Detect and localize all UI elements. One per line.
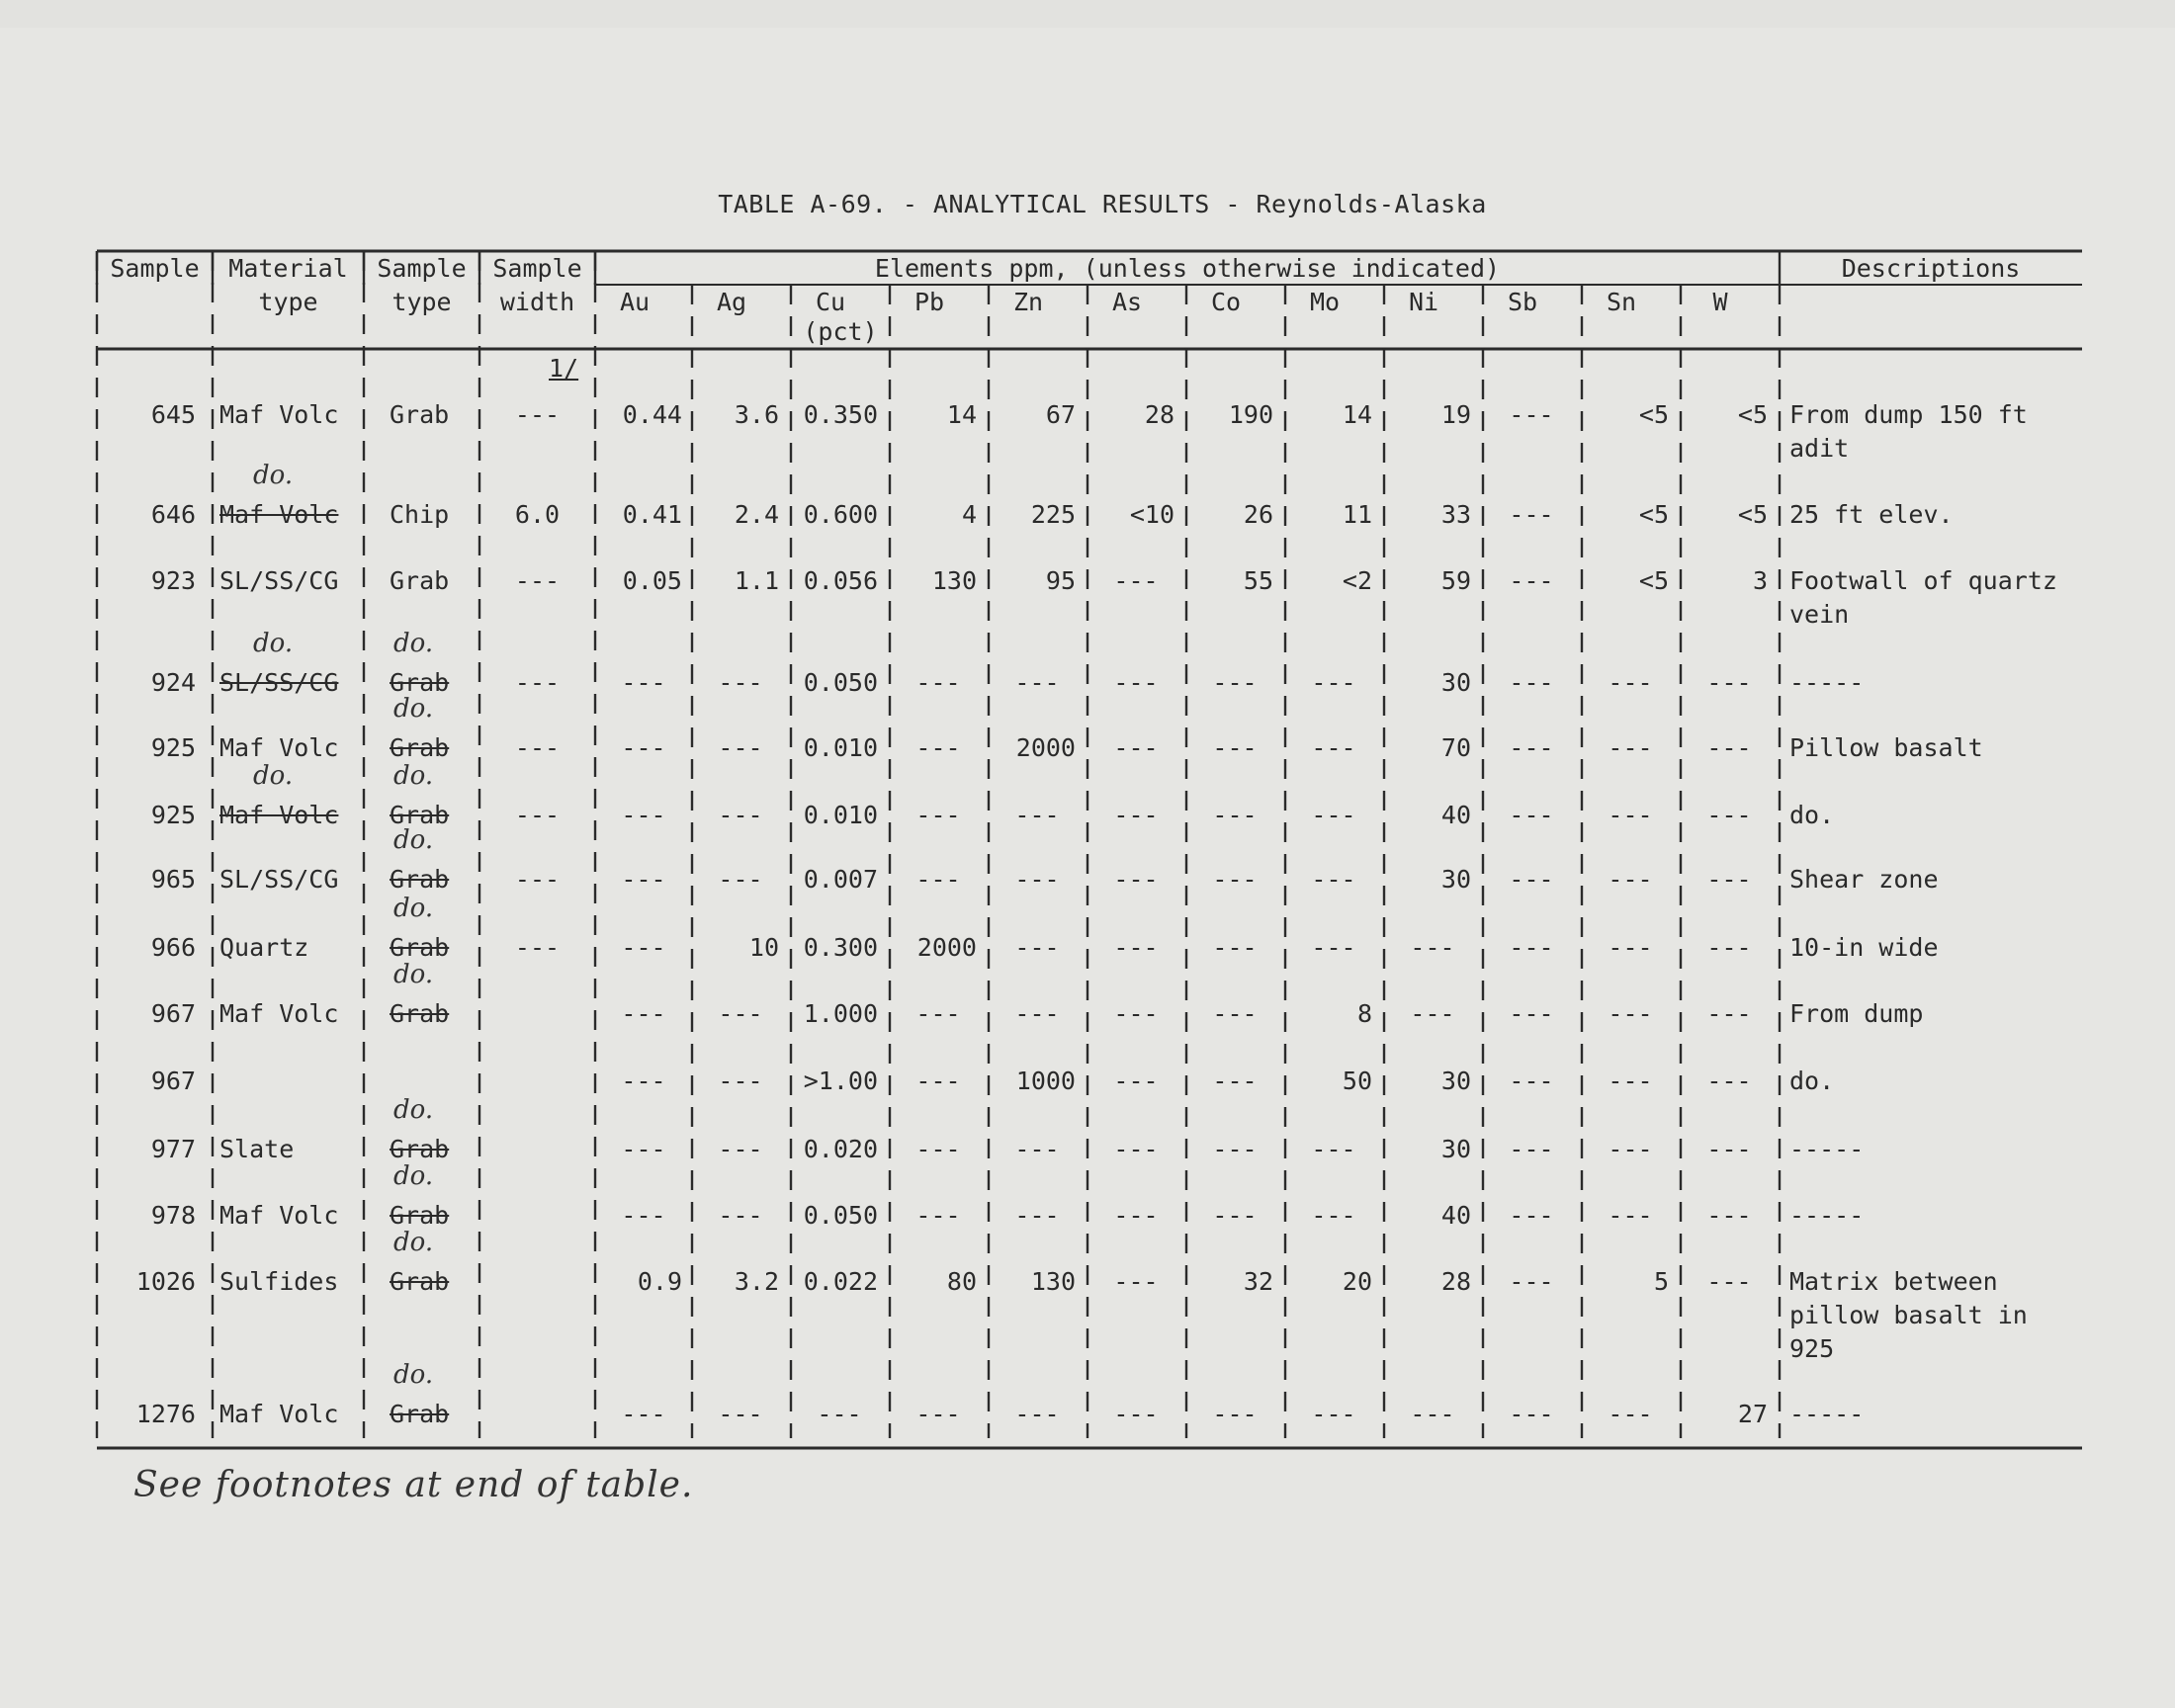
cell-sn: --- bbox=[1608, 668, 1653, 697]
header-element-co: Co bbox=[1210, 288, 1242, 316]
cell-sample: 925 bbox=[150, 733, 196, 762]
cell-au: 0.9 bbox=[637, 1267, 682, 1296]
cell-ni: 28 bbox=[1440, 1267, 1471, 1296]
cell-sn: --- bbox=[1608, 801, 1653, 829]
cell-au: --- bbox=[621, 999, 666, 1028]
cell-zn: --- bbox=[1014, 999, 1060, 1028]
cell-sn: 5 bbox=[1653, 1267, 1669, 1296]
cell-au: 0.05 bbox=[622, 566, 682, 595]
cell-sb: --- bbox=[1509, 1400, 1554, 1428]
header-element-pb: Pb bbox=[914, 288, 945, 316]
cell-mo: <2 bbox=[1342, 566, 1372, 595]
cell-zn: --- bbox=[1014, 933, 1060, 962]
cell-zn: 130 bbox=[1030, 1267, 1076, 1296]
cell-sb: --- bbox=[1509, 999, 1554, 1028]
cell-co: --- bbox=[1212, 1400, 1258, 1428]
cell-as: --- bbox=[1113, 1267, 1159, 1296]
cell-zn: 1000 bbox=[1015, 1067, 1076, 1095]
cell-mo: --- bbox=[1311, 801, 1356, 829]
cell-zn: --- bbox=[1014, 1201, 1060, 1230]
header-sample-width: width bbox=[499, 288, 575, 316]
cell-au: --- bbox=[621, 1135, 666, 1163]
header-element-mo: Mo bbox=[1309, 288, 1341, 316]
cell-as: --- bbox=[1113, 1135, 1159, 1163]
cell-sn: <5 bbox=[1638, 566, 1669, 595]
cell-sample: 646 bbox=[150, 500, 196, 529]
cell-ag: 1.1 bbox=[734, 566, 779, 595]
handwritten-ditto: do. bbox=[393, 960, 434, 989]
cell-ni: 30 bbox=[1440, 1067, 1471, 1095]
cell-description: do. bbox=[1789, 1067, 1835, 1095]
cell-as: 28 bbox=[1144, 400, 1174, 429]
cell-pb: --- bbox=[915, 668, 961, 697]
cell-sample: 923 bbox=[150, 566, 196, 595]
cell-w: --- bbox=[1706, 668, 1752, 697]
cell-pb: 80 bbox=[946, 1267, 977, 1296]
cell-mo: 50 bbox=[1342, 1067, 1372, 1095]
cell-pb: 130 bbox=[931, 566, 977, 595]
cell-co: 32 bbox=[1243, 1267, 1273, 1296]
cell-ag: --- bbox=[718, 733, 763, 762]
footnote-marker: 1/ bbox=[549, 354, 579, 383]
cell-ag: --- bbox=[718, 1135, 763, 1163]
cell-cu: 0.010 bbox=[803, 733, 878, 762]
header-descriptions: Descriptions bbox=[1841, 254, 2021, 283]
cell-sample-type: Grab bbox=[390, 999, 450, 1028]
cell-cu: 0.020 bbox=[803, 1135, 878, 1163]
cell-as: --- bbox=[1113, 933, 1159, 962]
cell-au: --- bbox=[621, 865, 666, 894]
cell-sample-type: Grab bbox=[390, 1135, 450, 1163]
cell-pb: --- bbox=[915, 999, 961, 1028]
cell-zn: 225 bbox=[1030, 500, 1076, 529]
cell-cu: 0.056 bbox=[803, 566, 878, 595]
cell-sample: 924 bbox=[150, 668, 196, 697]
header-element-w: W bbox=[1712, 288, 1728, 316]
cell-material-type: Maf Volc bbox=[219, 1201, 339, 1230]
cell-ag: 3.2 bbox=[734, 1267, 779, 1296]
cell-sample-type: Grab bbox=[390, 1201, 450, 1230]
cell-sample-width: --- bbox=[514, 801, 561, 829]
cell-sn: --- bbox=[1608, 865, 1653, 894]
cell-sample-width: --- bbox=[514, 668, 561, 697]
cell-cu: 0.010 bbox=[803, 801, 878, 829]
cell-sample: 925 bbox=[150, 801, 196, 829]
header-sample-type: type bbox=[392, 288, 452, 316]
cell-sb: --- bbox=[1509, 801, 1554, 829]
cell-ni: 33 bbox=[1440, 500, 1471, 529]
cell-w: --- bbox=[1706, 933, 1752, 962]
cell-ni: --- bbox=[1410, 933, 1455, 962]
cell-mo: --- bbox=[1311, 1400, 1356, 1428]
cell-ni: 70 bbox=[1440, 733, 1471, 762]
cell-ag: --- bbox=[718, 1400, 763, 1428]
cell-as: --- bbox=[1113, 801, 1159, 829]
cell-description: From dump 150 ft bbox=[1789, 400, 2028, 429]
cell-w: --- bbox=[1706, 1135, 1752, 1163]
cell-material-type: Quartz bbox=[219, 933, 309, 962]
cell-material-type: Maf Volc bbox=[219, 1400, 339, 1428]
cell-sn: --- bbox=[1608, 933, 1653, 962]
cell-ni: 59 bbox=[1440, 566, 1471, 595]
cell-sb: --- bbox=[1509, 1201, 1554, 1230]
handwritten-ditto: do. bbox=[393, 694, 434, 724]
cell-cu: 0.350 bbox=[803, 400, 878, 429]
cell-cu: 0.007 bbox=[803, 865, 878, 894]
cell-w: 27 bbox=[1737, 1400, 1768, 1428]
cell-ag: 2.4 bbox=[734, 500, 779, 529]
cell-zn: --- bbox=[1014, 668, 1060, 697]
cell-description: 10-in wide bbox=[1789, 933, 1939, 962]
header-sample-width: Sample bbox=[492, 254, 582, 283]
cell-mo: 11 bbox=[1342, 500, 1372, 529]
handwritten-footnote-note: See footnotes at end of table. bbox=[133, 1465, 694, 1505]
cell-cu: --- bbox=[817, 1400, 862, 1428]
cell-sample-type: Grab bbox=[390, 566, 450, 595]
cell-ni: --- bbox=[1410, 999, 1455, 1028]
cell-ag: 3.6 bbox=[734, 400, 779, 429]
cell-au: --- bbox=[621, 733, 666, 762]
cell-zn: --- bbox=[1014, 1400, 1060, 1428]
cell-description: From dump bbox=[1789, 999, 1924, 1028]
cell-as: --- bbox=[1113, 733, 1159, 762]
header-material-type: type bbox=[258, 288, 318, 316]
header-element-sn: Sn bbox=[1606, 288, 1637, 316]
cell-description: adit bbox=[1789, 434, 1850, 463]
cell-sample-width: --- bbox=[514, 566, 561, 595]
cell-description: do. bbox=[1789, 801, 1835, 829]
cell-au: --- bbox=[621, 1201, 666, 1230]
cell-au: 0.44 bbox=[622, 400, 682, 429]
cell-sb: --- bbox=[1509, 733, 1554, 762]
cell-sn: --- bbox=[1608, 1135, 1653, 1163]
cell-sn: --- bbox=[1608, 1400, 1653, 1428]
header-element-zn: Zn bbox=[1012, 288, 1044, 316]
cell-ni: 40 bbox=[1440, 801, 1471, 829]
cell-mo: --- bbox=[1311, 1201, 1356, 1230]
cell-sb: --- bbox=[1509, 500, 1554, 529]
cell-material-type: Maf Volc bbox=[219, 500, 339, 529]
header-element-ag: Ag bbox=[716, 288, 747, 316]
cell-sample-type: Grab bbox=[390, 733, 450, 762]
cell-material-type: SL/SS/CG bbox=[219, 865, 339, 894]
cell-description: Shear zone bbox=[1789, 865, 1939, 894]
handwritten-ditto: do. bbox=[253, 629, 294, 658]
cell-cu: 0.050 bbox=[803, 1201, 878, 1230]
cell-sample-type: Grab bbox=[390, 801, 450, 829]
cell-co: --- bbox=[1212, 801, 1258, 829]
table-title: TABLE A-69. - ANALYTICAL RESULTS - Reynolds-Alaska bbox=[718, 190, 1487, 218]
handwritten-ditto: do. bbox=[393, 629, 434, 658]
cell-description: 925 bbox=[1789, 1334, 1835, 1363]
cell-ag: --- bbox=[718, 1201, 763, 1230]
handwritten-ditto: do. bbox=[393, 1161, 434, 1191]
cell-sample: 967 bbox=[150, 1067, 196, 1095]
cell-as: --- bbox=[1113, 566, 1159, 595]
cell-w: --- bbox=[1706, 801, 1752, 829]
cell-sample-width: --- bbox=[514, 733, 561, 762]
cell-material-type: Sulfides bbox=[219, 1267, 339, 1296]
cell-zn: 95 bbox=[1045, 566, 1076, 595]
cell-co: --- bbox=[1212, 668, 1258, 697]
cell-as: <10 bbox=[1129, 500, 1174, 529]
handwritten-ditto: do. bbox=[393, 1095, 434, 1125]
cell-zn: --- bbox=[1014, 865, 1060, 894]
cell-zn: 67 bbox=[1045, 400, 1076, 429]
cell-cu: 0.600 bbox=[803, 500, 878, 529]
cell-sample: 966 bbox=[150, 933, 196, 962]
handwritten-ditto: do. bbox=[253, 761, 294, 791]
cell-ni: 30 bbox=[1440, 1135, 1471, 1163]
cell-sb: --- bbox=[1509, 566, 1554, 595]
cell-sample-type: Grab bbox=[390, 1400, 450, 1428]
cell-mo: --- bbox=[1311, 933, 1356, 962]
cell-ag: --- bbox=[718, 801, 763, 829]
handwritten-ditto: do. bbox=[393, 761, 434, 791]
cell-material-type: Maf Volc bbox=[219, 801, 339, 829]
header-sample: Sample bbox=[110, 254, 200, 283]
cell-description: pillow basalt in bbox=[1789, 1301, 2028, 1329]
cell-pb: --- bbox=[915, 733, 961, 762]
cell-au: --- bbox=[621, 1400, 666, 1428]
cell-sb: --- bbox=[1509, 1067, 1554, 1095]
cell-description: ----- bbox=[1789, 1201, 1865, 1230]
cell-w: 3 bbox=[1752, 566, 1768, 595]
cell-material-type: Maf Volc bbox=[219, 733, 339, 762]
cell-mo: 20 bbox=[1342, 1267, 1372, 1296]
cell-sb: --- bbox=[1509, 865, 1554, 894]
cell-cu: 0.300 bbox=[803, 933, 878, 962]
cell-mo: --- bbox=[1311, 733, 1356, 762]
cell-w: --- bbox=[1706, 865, 1752, 894]
cell-ni: 30 bbox=[1440, 865, 1471, 894]
cell-au: --- bbox=[621, 1067, 666, 1095]
cell-pb: --- bbox=[915, 865, 961, 894]
cell-co: --- bbox=[1212, 1135, 1258, 1163]
cell-sample: 1276 bbox=[135, 1400, 196, 1428]
cell-zn: --- bbox=[1014, 1135, 1060, 1163]
cell-sb: --- bbox=[1509, 1135, 1554, 1163]
cell-sn: <5 bbox=[1638, 400, 1669, 429]
cell-mo: --- bbox=[1311, 865, 1356, 894]
cell-zn: 2000 bbox=[1015, 733, 1076, 762]
header-element-ni: Ni bbox=[1408, 288, 1439, 316]
cell-sb: --- bbox=[1509, 400, 1554, 429]
cell-sample-width: 6.0 bbox=[514, 500, 561, 529]
cell-sample: 965 bbox=[150, 865, 196, 894]
cell-sample-type: Grab bbox=[390, 865, 450, 894]
cell-description: 25 ft elev. bbox=[1789, 500, 1954, 529]
cell-w: --- bbox=[1706, 1201, 1752, 1230]
cell-pb: --- bbox=[915, 1067, 961, 1095]
header-sample-type: Sample bbox=[377, 254, 467, 283]
handwritten-ditto: do. bbox=[393, 1228, 434, 1257]
header-element-au: Au bbox=[619, 288, 651, 316]
cell-sample-width: --- bbox=[514, 933, 561, 962]
cell-description: Matrix between bbox=[1789, 1267, 1998, 1296]
cell-ni: 40 bbox=[1440, 1201, 1471, 1230]
cell-mo: 8 bbox=[1356, 999, 1372, 1028]
cell-sn: --- bbox=[1608, 999, 1653, 1028]
cell-au: --- bbox=[621, 933, 666, 962]
cell-sample: 645 bbox=[150, 400, 196, 429]
cell-sample: 978 bbox=[150, 1201, 196, 1230]
cell-co: --- bbox=[1212, 933, 1258, 962]
handwritten-ditto: do. bbox=[393, 894, 434, 923]
cell-as: --- bbox=[1113, 865, 1159, 894]
cell-description: vein bbox=[1789, 600, 1850, 629]
cell-w: <5 bbox=[1737, 500, 1768, 529]
cell-material-type: Maf Volc bbox=[219, 999, 339, 1028]
header-material-type: Material bbox=[228, 254, 348, 283]
handwritten-ditto: do. bbox=[253, 461, 294, 490]
cell-mo: --- bbox=[1311, 668, 1356, 697]
cell-ni: 30 bbox=[1440, 668, 1471, 697]
cell-w: --- bbox=[1706, 999, 1752, 1028]
cell-description: ----- bbox=[1789, 1135, 1865, 1163]
cell-mo: --- bbox=[1311, 1135, 1356, 1163]
cell-pb: --- bbox=[915, 801, 961, 829]
cell-w: --- bbox=[1706, 1267, 1752, 1296]
cell-pb: 2000 bbox=[916, 933, 977, 962]
cell-sn: --- bbox=[1608, 733, 1653, 762]
cell-sample-width: --- bbox=[514, 400, 561, 429]
cell-co: --- bbox=[1212, 999, 1258, 1028]
cell-sn: --- bbox=[1608, 1201, 1653, 1230]
handwritten-ditto: do. bbox=[393, 825, 434, 855]
header-elements-group: Elements ppm, (unless otherwise indicated) bbox=[874, 254, 1501, 283]
cell-sample-type: Grab bbox=[390, 400, 450, 429]
cell-sample-type: Grab bbox=[390, 668, 450, 697]
cell-ag: --- bbox=[718, 1067, 763, 1095]
cell-sample-type: Chip bbox=[390, 500, 450, 529]
handwritten-ditto: do. bbox=[393, 1360, 434, 1390]
cell-ag: --- bbox=[718, 999, 763, 1028]
cell-cu: >1.00 bbox=[803, 1067, 878, 1095]
cell-au: 0.41 bbox=[622, 500, 682, 529]
cell-w: --- bbox=[1706, 1067, 1752, 1095]
cell-sb: --- bbox=[1509, 1267, 1554, 1296]
cell-sb: --- bbox=[1509, 668, 1554, 697]
cell-co: 55 bbox=[1243, 566, 1273, 595]
cell-material-type: SL/SS/CG bbox=[219, 566, 339, 595]
cell-sn: <5 bbox=[1638, 500, 1669, 529]
cell-ag: --- bbox=[718, 668, 763, 697]
cell-as: --- bbox=[1113, 668, 1159, 697]
cell-au: --- bbox=[621, 801, 666, 829]
cell-description: ----- bbox=[1789, 1400, 1865, 1428]
cell-mo: 14 bbox=[1342, 400, 1372, 429]
cell-sample-type: Grab bbox=[390, 1267, 450, 1296]
cell-co: 190 bbox=[1228, 400, 1273, 429]
cell-pb: 4 bbox=[961, 500, 977, 529]
cell-sn: --- bbox=[1608, 1067, 1653, 1095]
cell-co: --- bbox=[1212, 1067, 1258, 1095]
header-element-as: As bbox=[1111, 288, 1143, 316]
cell-sample: 967 bbox=[150, 999, 196, 1028]
cell-as: --- bbox=[1113, 1067, 1159, 1095]
cell-as: --- bbox=[1113, 999, 1159, 1028]
cell-as: --- bbox=[1113, 1201, 1159, 1230]
cell-co: 26 bbox=[1243, 500, 1273, 529]
cell-ni: 19 bbox=[1440, 400, 1471, 429]
cell-cu: 1.000 bbox=[803, 999, 878, 1028]
cell-w: --- bbox=[1706, 733, 1752, 762]
cell-co: --- bbox=[1212, 733, 1258, 762]
cell-description: ----- bbox=[1789, 668, 1865, 697]
cell-ag: 10 bbox=[748, 933, 779, 962]
cell-zn: --- bbox=[1014, 801, 1060, 829]
cell-pb: --- bbox=[915, 1400, 961, 1428]
cell-co: --- bbox=[1212, 1201, 1258, 1230]
cell-sample: 1026 bbox=[135, 1267, 196, 1296]
cell-material-type: Slate bbox=[219, 1135, 295, 1163]
cell-description: Footwall of quartz bbox=[1789, 566, 2057, 595]
cell-pb: 14 bbox=[946, 400, 977, 429]
cell-sample-type: Grab bbox=[390, 933, 450, 962]
cell-cu: 0.022 bbox=[803, 1267, 878, 1296]
cell-ni: --- bbox=[1410, 1400, 1455, 1428]
cell-co: --- bbox=[1212, 865, 1258, 894]
cell-au: --- bbox=[621, 668, 666, 697]
cell-material-type: Maf Volc bbox=[219, 400, 339, 429]
cell-pb: --- bbox=[915, 1201, 961, 1230]
header-cu-unit: (pct) bbox=[803, 317, 878, 346]
cell-pb: --- bbox=[915, 1135, 961, 1163]
header-element-cu: Cu bbox=[815, 288, 846, 316]
cell-description: Pillow basalt bbox=[1789, 733, 1983, 762]
cell-sb: --- bbox=[1509, 933, 1554, 962]
cell-ag: --- bbox=[718, 865, 763, 894]
cell-material-type: SL/SS/CG bbox=[219, 668, 339, 697]
cell-sample-width: --- bbox=[514, 865, 561, 894]
header-element-sb: Sb bbox=[1507, 288, 1538, 316]
cell-sample: 977 bbox=[150, 1135, 196, 1163]
cell-cu: 0.050 bbox=[803, 668, 878, 697]
cell-w: <5 bbox=[1737, 400, 1768, 429]
cell-as: --- bbox=[1113, 1400, 1159, 1428]
